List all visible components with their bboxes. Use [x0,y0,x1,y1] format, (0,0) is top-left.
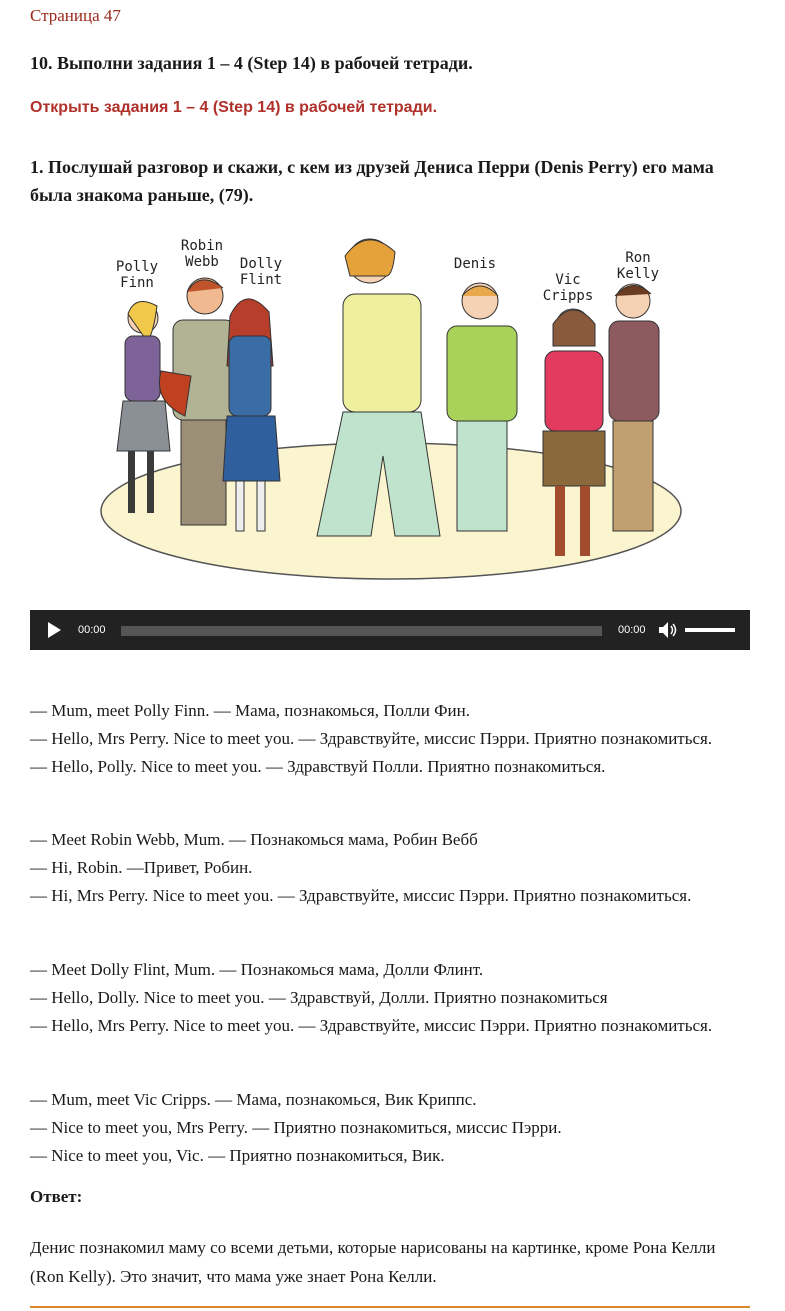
dialogue-block-3 [30,956,750,1040]
dialogue-line: — Nice to meet you, Vic. — Приятно познакомиться, Вик. [30,1146,445,1165]
play-icon[interactable] [48,622,61,638]
label-polly: Polly Finn [115,259,159,291]
bottom-divider [30,1306,750,1308]
dialogue-line: — Mum, meet Polly Finn. — Мама, познакомься, Полли Фин. [30,701,470,720]
dialogue-line: — Meet Robin Webb, Mum. — Познакомься мама, Робин Вебб [30,830,478,849]
exercise-heading: 1. Послушай разговор и скажи, с кем из друзей Дениса Перри (Denis Perry) его мама была знакома раньше, (79). [30,157,714,205]
audio-progress-bar[interactable] [121,626,602,636]
open-workbook-link[interactable]: Открыть задания 1 – 4 (Step 14) в рабочей тетради. [30,99,438,116]
children-illustration [95,226,687,596]
dialogue-line: — Hello, Mrs Perry. Nice to meet you. — Здравствуйте, миссис Пэрри. Приятно познакомиться. [30,729,713,748]
current-time: 00:00 [78,624,106,636]
label-denis: Denis [453,256,497,272]
dialogue-line: — Meet Dolly Flint, Mum. — Познакомься мама, Долли Флинт. [30,960,484,979]
speaker-icon[interactable] [658,621,678,639]
label-ron: Ron Kelly [616,250,660,282]
dialogue-line: — Nice to meet you, Mrs Perry. — Приятно познакомиться, миссис Пэрри. [30,1118,562,1137]
dialogue-block-4 [30,1086,750,1170]
dialogue-line: — Mum, meet Vic Cripps. — Мама, познакомься, Вик Криппс. [30,1090,477,1109]
dialogue-line: — Hello, Dolly. Nice to meet you. — Здравствуй, Долли. Приятно познакомиться [30,988,608,1007]
label-vic: Vic Cripps [542,272,594,304]
total-time: 00:00 [618,624,646,636]
dialogue-block-2 [30,826,750,910]
dialogue-line: — Hi, Mrs Perry. Nice to meet you. — Здравствуйте, миссис Пэрри. Приятно познакомиться. [30,886,692,905]
task-heading: 10. Выполни задания 1 – 4 (Step 14) в рабочей тетради. [30,53,473,73]
dialogue-line: — Hello, Polly. Nice to meet you. — Здравствуй Полли. Приятно познакомиться. [30,757,606,776]
label-robin: Robin Webb [180,238,224,270]
label-dolly: Dolly Flint [239,256,283,288]
figure-ron [609,284,659,531]
page-number-label: Страница 47 [30,6,121,25]
dialogue-line: — Hi, Robin. —Привет, Робин. [30,858,253,877]
answer-heading: Ответ: [30,1187,83,1206]
audio-player [30,610,750,650]
answer-text: Денис познакомил маму со всеми детьми, которые нарисованы на картинке, кроме Рона Келли (Ron Kelly). Это значит, что мама уже знает Рона Келли. [30,1238,716,1286]
dialogue-line: — Hello, Mrs Perry. Nice to meet you. — Здравствуйте, миссис Пэрри. Приятно познакомиться. [30,1016,713,1035]
figure-denis [447,283,517,531]
dialogue-block-1 [30,697,750,781]
volume-slider[interactable] [685,628,735,632]
